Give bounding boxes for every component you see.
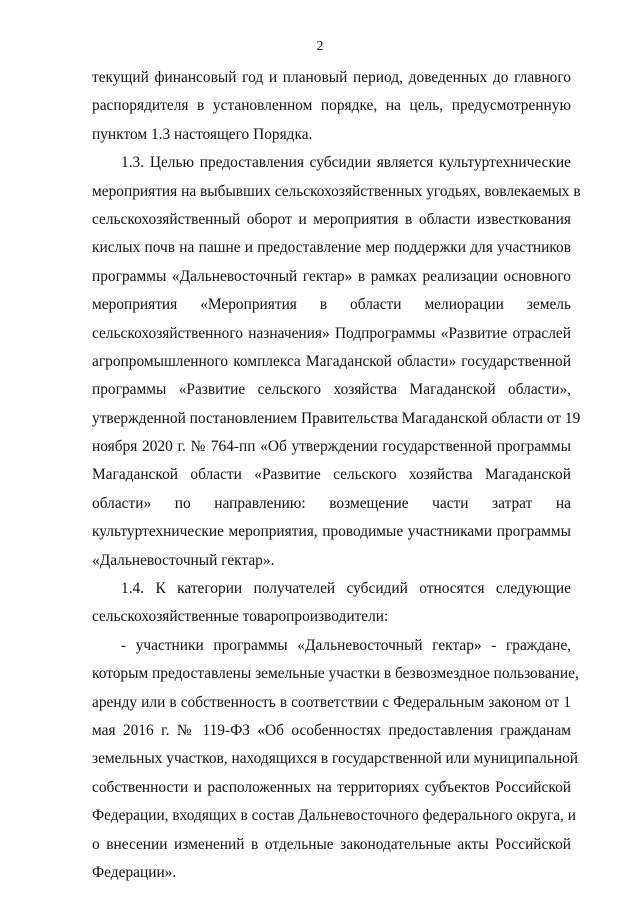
- text-line: которым предоставлены земельные участки в безвозмездное пользование,: [92, 665, 579, 683]
- text-line: программы «Дальневосточный гектар» в рамках реализации основного: [92, 267, 571, 285]
- text-line: агропромышленного комплекса Магаданской области» государственной: [92, 352, 571, 370]
- text-line: сельскохозяйственного назначения» Подпрограммы «Развитие отраслей: [92, 324, 571, 342]
- text-line: культуртехнические мероприятия, проводимые участниками программы: [92, 523, 571, 541]
- text-line: программы «Развитие сельского хозяйства Магаданской области»,: [92, 381, 571, 399]
- text-line: кислых почв на пашне и предоставление мер поддержки для участников: [92, 239, 571, 257]
- text-line: распорядителя в установленном порядке, на цель, предусмотренную: [92, 97, 571, 115]
- text-line: текущий финансовый год и плановый период, доведенных до главного: [92, 69, 571, 86]
- text-line: Федерации, входящих в состав Дальневосточного федерального округа, и: [92, 807, 576, 825]
- text-line: собственности и расположенных на территориях субъектов Российской: [92, 778, 571, 796]
- text-line: мероприятия на выбывших сельскохозяйственных угодьях, вовлекаемых в: [92, 182, 581, 200]
- text-line: пунктом 1.3 настоящего Порядка.: [92, 125, 313, 143]
- text-line: ноября 2020 г. № 764-пп «Об утверждении государственной программы: [92, 438, 571, 456]
- text-line: о внесении изменений в отдельные законодательные акты Российской: [92, 835, 571, 853]
- text-line: утвержденной постановлением Правительства Магаданской области от 19: [92, 409, 581, 427]
- text-line: Федерации».: [92, 863, 177, 881]
- text-line: Магаданской области «Развитие сельского хозяйства Магаданской: [92, 466, 571, 484]
- document-body: [92, 64, 581, 887]
- page-number: 2: [316, 39, 324, 54]
- text-line: 1.4. К категории получателей субсидий относятся следующие: [121, 580, 571, 598]
- text-line: 1.3. Целью предоставления субсидии является культуртехнические: [121, 154, 571, 172]
- text-line: сельскохозяйственные товаропроизводители:: [92, 608, 389, 626]
- text-line: «Дальневосточный гектар».: [92, 551, 275, 569]
- text-line: аренду или в собственность в соответствии с Федеральным законом от 1: [92, 693, 571, 711]
- text-line: области» по направлению: возмещение части затрат на: [92, 494, 571, 512]
- text-line: сельскохозяйственный оборот и мероприятия в области известкования: [92, 210, 571, 228]
- text-line: - участники программы «Дальневосточный гектар» - граждане,: [121, 636, 571, 654]
- text-line: мероприятия «Мероприятия в области мелиорации земель: [92, 296, 571, 314]
- text-line: земельных участков, находящихся в государственной или муниципальной: [92, 750, 579, 768]
- text-line: мая 2016 г. № 119-ФЗ «Об особенностях предоставления гражданам: [92, 721, 571, 739]
